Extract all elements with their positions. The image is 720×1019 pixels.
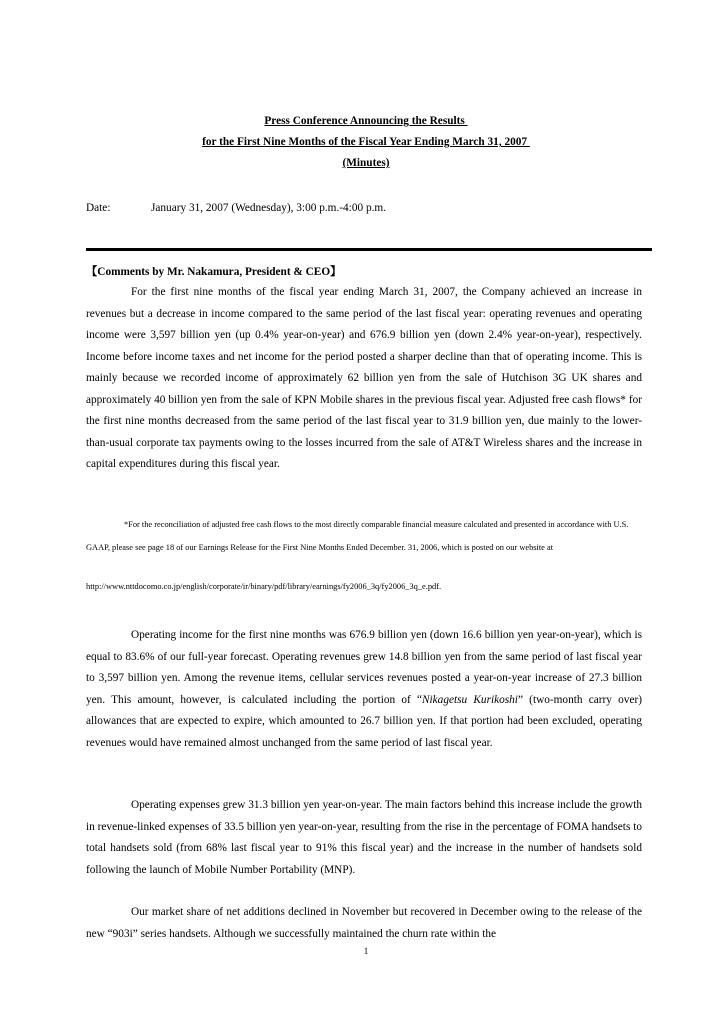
title-line-3: (Minutes) (342, 157, 390, 169)
date-label: Date: (86, 202, 111, 214)
paragraph-market-share: Our market share of net additions declined in November but recovered in December owing to the release of the new “903i” series handsets. Although we successfully maintained the churn rate within the (86, 906, 642, 940)
title-line-1: Press Conference Announcing the Results (264, 115, 468, 127)
paragraph-text-part: Operating income for the first nine months was 676.9 billion yen (down 16.6 billion yen year-on-year), which is equal to 83.6% of our full-year forecast. Operating revenues grew 14.8 billion yen from the same period of last fiscal year to 3,597 billion yen. Among the revenue items, cellular services revenues posted a year-on-year increase of 27.3 billion yen. This amount, however, is calculated including the portion of “ (86, 629, 642, 706)
paragraph-operating-expenses: Operating expenses grew 31.3 billion yen year-on-year. The main factors behind this increase include the growth in revenue-linked expenses of 33.5 billion yen year-on-year, resulting from the rise in the percentage of FOMA handsets to total handsets sold (from 68% last fiscal year to 91% this fiscal year) and the increase in the number of handsets sold following the launch of Mobile Number Portability (MNP). (86, 799, 642, 876)
section-heading: 【Comments by Mr. Nakamura, President & CEO】 (86, 266, 342, 278)
page-number: 1 (363, 946, 369, 956)
footnote-text: *For the reconciliation of adjusted free cash flows to the most directly comparable financial measure calculated and presented in accordance with U.S. GAAP, please see page 18 of our Earnings Release for the First Nine Months Ended December. 31, 2006, which is posted on our website at (86, 520, 629, 552)
paragraph-1: For the first nine months of the fiscal year ending March 31, 2007, the Company achieved an increase in revenues but a decrease in income compared to the same period of the last fiscal year: operating revenues and operating income were 3,597 billion yen (up 0.4% year-on-year) and 676.9 billion yen (down 2.4% year-on-year), respectively. Income before income taxes and net income for the period posted a sharper decline than that of operating income. This is mainly because we recorded income of approximately 62 billion yen from the sale of Hutchison 3G UK shares and approximately 40 billion yen from the sale of KPN Mobile shares in the previous fiscal year. Adjusted free cash flows* for the first nine months decreased from the same period of the last fiscal year to 31.9 billion yen, due mainly to the lower-than-usual corporate tax payments owing to the losses incurred from the sale of AT&T Wireless shares and the increase in capital expenditures during this fiscal year. (86, 286, 642, 470)
horizontal-rule (86, 248, 652, 251)
date-value: January 31, 2007 (Wednesday), 3:00 p.m.-4:00 p.m. (151, 202, 387, 214)
paragraph-operating-income (86, 625, 642, 754)
italic-term: Nikagetsu Kurikoshi (421, 693, 518, 706)
title-line-2: for the First Nine Months of the Fiscal Year Ending March 31, 2007 (202, 136, 530, 148)
footnote-url: http://www.nttdocomo.co.jp/english/corporate/ir/binary/pdf/library/earnings/fy2006_3q/fy2006_3q_e.pdf. (86, 582, 442, 591)
paragraph-text-part: ” (two-month carry over) allowances that are expected to expire, which amounted to 26.7 billion yen. If that portion had been excluded, operating revenues would have remained almost unchanged from the same period of last fiscal year. (86, 693, 642, 749)
